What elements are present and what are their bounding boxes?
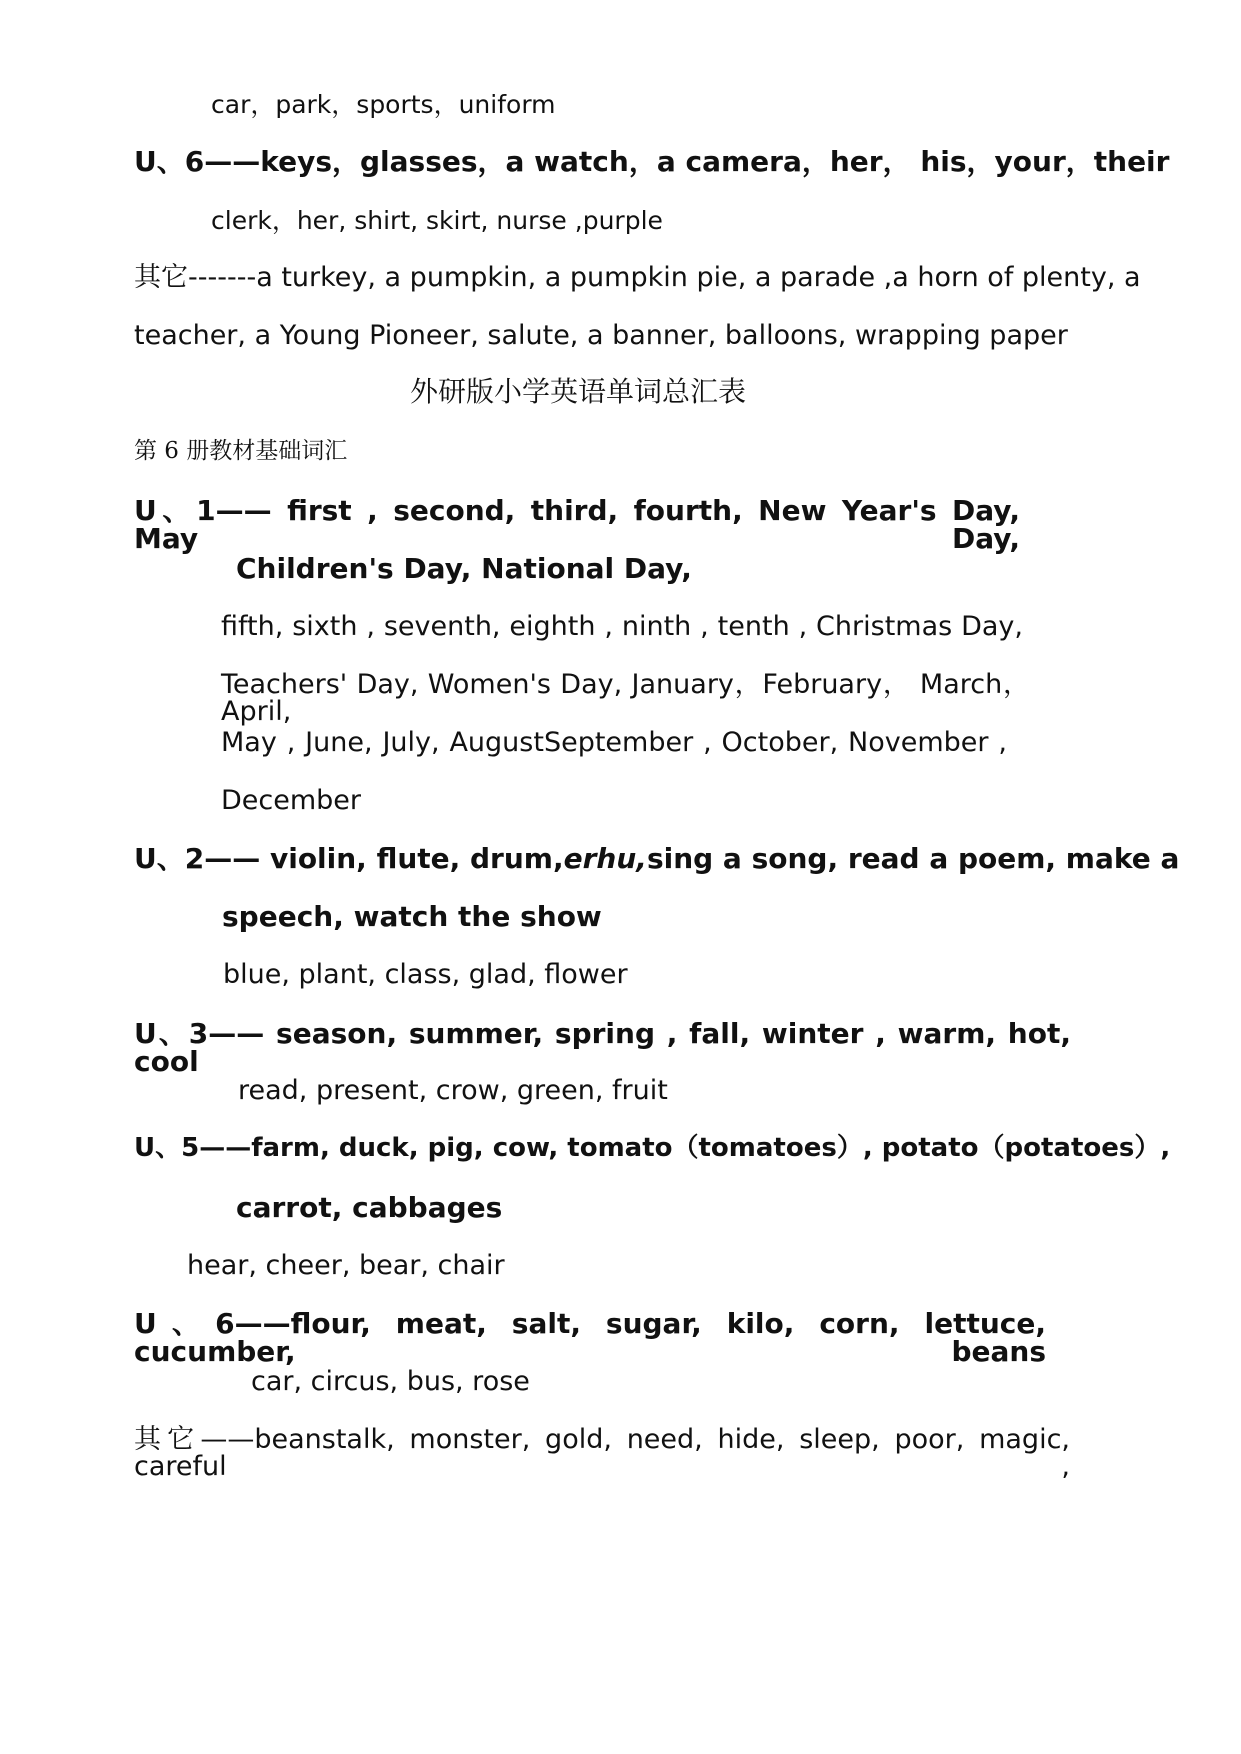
prev-page-other-line-2: teacher, a Young Pioneer, salute, a banner, balloons, wrapping paper bbox=[134, 320, 1068, 351]
unit2-main-line-1 bbox=[134, 842, 1180, 875]
unit2-extra: blue, plant, class, glad, flower bbox=[223, 959, 628, 990]
prev-page-unit6-main: U、6——keys，glasses，a watch，a camera，her， his，your，their bbox=[134, 145, 1170, 178]
page-title: 外研版小学英语单词总汇表 bbox=[409, 375, 746, 408]
prev-page-other-line-1: 其它-------a turkey, a pumpkin, a pumpkin pie, a parade ,a horn of plenty, a bbox=[134, 262, 1141, 293]
prev-page-line-1: car，park，sports，uniform bbox=[211, 90, 556, 119]
unit1-main-line-1: U、1—— first , second, third, fourth, New Year's Day, May Day, bbox=[134, 494, 1020, 555]
unit2-words-b: sing a song, read a poem, make a bbox=[646, 842, 1180, 875]
unit6-main: U、6——flour, meat, salt, sugar, kilo, corn, lettuce, cucumber, beans bbox=[134, 1307, 1046, 1368]
book-subtitle: 第 6 册教材基础词汇 bbox=[134, 438, 348, 464]
unit6-extra: car, circus, bus, rose bbox=[251, 1366, 530, 1397]
unit5-extra: hear, cheer, bear, chair bbox=[187, 1250, 505, 1281]
unit1-extra-line-1: fifth, sixth , seventh, eighth , ninth , tenth , Christmas Day, bbox=[221, 611, 1023, 642]
unit3-main: U、3—— season, summer, spring , fall, winter , warm, hot, cool bbox=[134, 1017, 1071, 1078]
unit2-main-line-2: speech, watch the show bbox=[222, 900, 602, 933]
unit1-main-line-2: Children's Day, National Day, bbox=[236, 552, 692, 585]
other-words: 其它——beanstalk, monster, gold, need, hide, sleep, poor, magic, careful , bbox=[134, 1424, 1070, 1482]
unit2-words-a: U、2—— violin, flute, drum, bbox=[134, 842, 564, 875]
unit5-main-line-1: U、5——farm, duck, pig, cow, tomato（tomatoes）, potato（potatoes）, bbox=[134, 1133, 1171, 1163]
unit1-extra-line-3: May , June, July, AugustSeptember , October, November , bbox=[221, 727, 1007, 758]
prev-page-unit6-extra: clerk，her, shirt, skirt, nurse ,purple bbox=[211, 206, 663, 235]
unit5-main-line-2: carrot, cabbages bbox=[236, 1191, 503, 1224]
unit3-extra: read, present, crow, green, fruit bbox=[238, 1075, 668, 1106]
unit2-word-erhu: erhu, bbox=[563, 842, 647, 875]
unit1-extra-line-4: December bbox=[221, 785, 362, 816]
unit1-extra-line-2: Teachers' Day, Women's Day, January，February， March，April, bbox=[221, 669, 1030, 727]
